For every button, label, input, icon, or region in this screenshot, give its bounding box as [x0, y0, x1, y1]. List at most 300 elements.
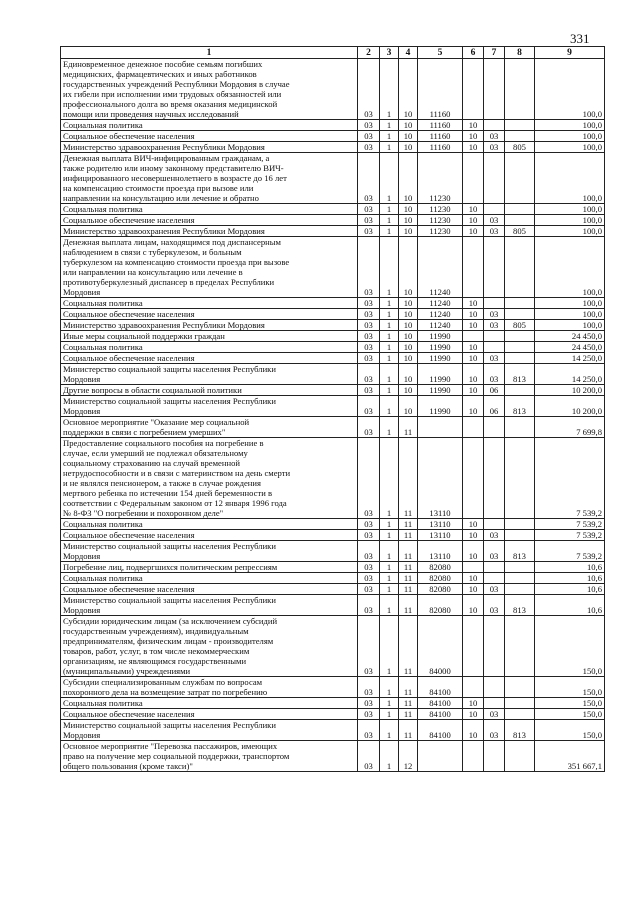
code-direction: 82080 [418, 573, 463, 584]
code-subsection [484, 616, 505, 677]
code-subsection: 03 [484, 364, 505, 385]
code-program: 03 [358, 131, 380, 142]
row-amount: 100,0 [535, 320, 605, 331]
code-subprogram: 1 [380, 530, 399, 541]
code-subprogram: 1 [380, 364, 399, 385]
code-section: 10 [463, 320, 484, 331]
row-amount: 7 699,8 [535, 417, 605, 438]
code-subprogram: 1 [380, 417, 399, 438]
code-subsection: 03 [484, 353, 505, 364]
code-subprogram: 1 [380, 720, 399, 741]
row-amount: 10,6 [535, 584, 605, 595]
code-ministry: 813 [505, 595, 535, 616]
row-amount: 10,6 [535, 562, 605, 573]
code-ministry [505, 153, 535, 204]
table-row [61, 298, 605, 309]
code-subprogram: 1 [380, 120, 399, 131]
row-name: Социальная политика [61, 698, 358, 709]
code-direction [418, 741, 463, 772]
code-event: 12 [399, 741, 418, 772]
code-event: 10 [399, 131, 418, 142]
column-header: 3 [380, 47, 399, 59]
row-name: Субсидии специализированным службам по вопросам похоронного дела на возмещение затрат по погребению [61, 677, 358, 698]
row-amount: 24 450,0 [535, 331, 605, 342]
row-name: Социальное обеспечение населения [61, 215, 358, 226]
code-program: 03 [358, 677, 380, 698]
code-event: 10 [399, 237, 418, 298]
code-event: 11 [399, 698, 418, 709]
column-header: 6 [463, 47, 484, 59]
code-ministry: 805 [505, 142, 535, 153]
code-direction [418, 417, 463, 438]
table-row [61, 309, 605, 320]
code-direction: 11240 [418, 309, 463, 320]
row-amount: 7 539,2 [535, 519, 605, 530]
code-program: 03 [358, 226, 380, 237]
code-program: 03 [358, 519, 380, 530]
code-subsection [484, 153, 505, 204]
code-section [463, 153, 484, 204]
code-section: 10 [463, 142, 484, 153]
table-row [61, 595, 605, 616]
table-row [61, 417, 605, 438]
row-name: Предоставление социального пособия на погребение в случае, если умерший не подлежал обязательному социальному страхованию на случай временной нетрудоспособности и в связи с материнством на день смерти и не являлся пенсионером, а также в случае рождения мертвого ребенка по истечении 154 дней беременности в соответствии с Федеральным законом от 12 января 1996 года № 8-ФЗ "О погребении и похоронном деле" [61, 438, 358, 519]
code-section: 10 [463, 709, 484, 720]
code-subprogram: 1 [380, 616, 399, 677]
code-program: 03 [358, 237, 380, 298]
code-section: 10 [463, 573, 484, 584]
code-section: 10 [463, 215, 484, 226]
code-section [463, 677, 484, 698]
code-subsection: 03 [484, 215, 505, 226]
code-ministry: 813 [505, 364, 535, 385]
row-name: Министерство здравоохранения Республики Мордовия [61, 226, 358, 237]
code-program: 03 [358, 562, 380, 573]
row-name: Единовременное денежное пособие семьям погибших медицинских, фармацевтических и иных работников государственных учреждений Республики Мордовия в случае их гибели при исполнении ими трудовых обязанностей или профессионального долга во время оказания медицинской помощи или проведения научных исследований [61, 59, 358, 120]
code-subsection [484, 438, 505, 519]
code-subprogram: 1 [380, 59, 399, 120]
code-direction: 84100 [418, 709, 463, 720]
code-program: 03 [358, 616, 380, 677]
code-subsection: 03 [484, 142, 505, 153]
code-program: 03 [358, 309, 380, 320]
row-name: Социальная политика [61, 519, 358, 530]
code-subprogram: 1 [380, 698, 399, 709]
code-section [463, 562, 484, 573]
table-row [61, 142, 605, 153]
code-program: 03 [358, 385, 380, 396]
code-ministry [505, 215, 535, 226]
table-row [61, 353, 605, 364]
code-subprogram: 1 [380, 677, 399, 698]
code-subprogram: 1 [380, 573, 399, 584]
table-row [61, 131, 605, 142]
code-subsection: 06 [484, 385, 505, 396]
row-name: Министерство социальной защиты населения Республики Мордовия [61, 541, 358, 562]
code-subsection [484, 562, 505, 573]
code-ministry [505, 709, 535, 720]
code-section: 10 [463, 698, 484, 709]
table-row [61, 562, 605, 573]
code-section [463, 331, 484, 342]
code-subprogram: 1 [380, 298, 399, 309]
code-section: 10 [463, 309, 484, 320]
code-ministry [505, 120, 535, 131]
code-ministry [505, 530, 535, 541]
code-program: 03 [358, 709, 380, 720]
code-subprogram: 1 [380, 131, 399, 142]
code-program: 03 [358, 353, 380, 364]
code-section: 10 [463, 342, 484, 353]
row-name: Социальная политика [61, 573, 358, 584]
column-header: 9 [535, 47, 605, 59]
row-amount: 7 539,2 [535, 438, 605, 519]
code-event: 11 [399, 438, 418, 519]
code-subprogram: 1 [380, 353, 399, 364]
row-amount: 10 200,0 [535, 396, 605, 417]
code-subprogram: 1 [380, 584, 399, 595]
code-subprogram: 1 [380, 741, 399, 772]
code-subsection [484, 698, 505, 709]
code-program: 03 [358, 331, 380, 342]
code-subsection [484, 237, 505, 298]
column-header: 4 [399, 47, 418, 59]
code-program: 03 [358, 741, 380, 772]
code-event: 10 [399, 215, 418, 226]
row-name: Министерство здравоохранения Республики Мордовия [61, 320, 358, 331]
code-direction: 11990 [418, 385, 463, 396]
code-ministry [505, 331, 535, 342]
row-name: Социальное обеспечение населения [61, 309, 358, 320]
row-amount: 100,0 [535, 204, 605, 215]
row-name: Министерство социальной защиты населения Республики Мордовия [61, 720, 358, 741]
code-direction: 11230 [418, 226, 463, 237]
row-amount: 100,0 [535, 59, 605, 120]
code-ministry [505, 417, 535, 438]
code-event: 10 [399, 298, 418, 309]
column-header: 1 [61, 47, 358, 59]
row-name: Социальное обеспечение населения [61, 709, 358, 720]
code-subsection [484, 573, 505, 584]
code-direction: 11160 [418, 120, 463, 131]
table-row [61, 396, 605, 417]
code-program: 03 [358, 698, 380, 709]
code-event: 10 [399, 331, 418, 342]
code-section: 10 [463, 541, 484, 562]
code-ministry [505, 519, 535, 530]
code-direction: 11240 [418, 298, 463, 309]
code-event: 10 [399, 342, 418, 353]
code-event: 11 [399, 616, 418, 677]
code-ministry [505, 204, 535, 215]
code-subprogram: 1 [380, 142, 399, 153]
table-row [61, 541, 605, 562]
code-ministry [505, 309, 535, 320]
page-number: 331 [570, 31, 590, 46]
row-amount: 150,0 [535, 616, 605, 677]
code-event: 10 [399, 59, 418, 120]
code-subsection [484, 120, 505, 131]
code-direction: 11230 [418, 204, 463, 215]
row-amount: 100,0 [535, 226, 605, 237]
row-name: Социальное обеспечение населения [61, 530, 358, 541]
code-direction: 13110 [418, 541, 463, 562]
table-row [61, 331, 605, 342]
code-ministry [505, 698, 535, 709]
row-amount: 100,0 [535, 237, 605, 298]
row-amount: 10 200,0 [535, 385, 605, 396]
row-amount: 100,0 [535, 142, 605, 153]
row-name: Социальная политика [61, 204, 358, 215]
row-name: Министерство социальной защиты населения Республики Мордовия [61, 396, 358, 417]
code-direction: 11160 [418, 59, 463, 120]
table-row [61, 616, 605, 677]
code-event: 11 [399, 573, 418, 584]
code-program: 03 [358, 417, 380, 438]
code-direction: 82080 [418, 584, 463, 595]
code-ministry: 813 [505, 396, 535, 417]
code-direction: 82080 [418, 595, 463, 616]
code-direction: 11990 [418, 396, 463, 417]
code-subsection: 03 [484, 309, 505, 320]
code-subprogram: 1 [380, 438, 399, 519]
code-subsection: 03 [484, 584, 505, 595]
code-ministry: 813 [505, 541, 535, 562]
table-row [61, 342, 605, 353]
row-name: Погребение лиц, подвергшихся политическим репрессиям [61, 562, 358, 573]
code-program: 03 [358, 541, 380, 562]
row-name: Министерство социальной защиты населения Республики Мордовия [61, 364, 358, 385]
code-program: 03 [358, 364, 380, 385]
code-program: 03 [358, 215, 380, 226]
row-amount: 24 450,0 [535, 342, 605, 353]
code-ministry [505, 616, 535, 677]
row-amount: 7 539,2 [535, 541, 605, 562]
code-program: 03 [358, 342, 380, 353]
row-amount: 10,6 [535, 573, 605, 584]
table-row [61, 519, 605, 530]
code-program: 03 [358, 120, 380, 131]
table-header-row [61, 47, 605, 59]
table-row [61, 438, 605, 519]
code-event: 10 [399, 385, 418, 396]
code-section: 10 [463, 204, 484, 215]
column-header: 8 [505, 47, 535, 59]
row-name: Другие вопросы в области социальной политики [61, 385, 358, 396]
row-name: Денежная выплата лицам, находящимся под диспансерным наблюдением в связи с туберкулезом, и больным туберкулезом на компенсацию стоимости проезда при вызове или направлении на консультацию или лечение в противотуберкулезный диспансер в пределах Республики Мордовия [61, 237, 358, 298]
code-section: 10 [463, 595, 484, 616]
code-ministry [505, 353, 535, 364]
code-ministry [505, 385, 535, 396]
code-ministry [505, 573, 535, 584]
code-direction: 11990 [418, 364, 463, 385]
code-direction: 11230 [418, 215, 463, 226]
code-ministry [505, 741, 535, 772]
code-program: 03 [358, 720, 380, 741]
code-ministry [505, 438, 535, 519]
code-subprogram: 1 [380, 709, 399, 720]
row-name: Социальная политика [61, 342, 358, 353]
row-name: Субсидии юридическим лицам (за исключением субсидий государственным учреждениям), индивидуальным предпринимателям, физическим лицам - производителям товаров, работ, услуг, в том числе некоммерческим организациям, не являющимся государственными (муниципальными) учреждениями [61, 616, 358, 677]
row-name: Социальное обеспечение населения [61, 353, 358, 364]
code-subsection: 03 [484, 131, 505, 142]
code-subsection [484, 298, 505, 309]
code-ministry [505, 562, 535, 573]
table-row [61, 573, 605, 584]
code-subprogram: 1 [380, 331, 399, 342]
code-subprogram: 1 [380, 562, 399, 573]
code-program: 03 [358, 298, 380, 309]
code-ministry [505, 298, 535, 309]
code-section: 10 [463, 519, 484, 530]
code-section [463, 237, 484, 298]
code-subsection: 03 [484, 541, 505, 562]
code-direction: 84100 [418, 720, 463, 741]
code-event: 10 [399, 309, 418, 320]
row-amount: 10,6 [535, 595, 605, 616]
code-section: 10 [463, 226, 484, 237]
code-subsection [484, 204, 505, 215]
table-row [61, 237, 605, 298]
code-direction: 11240 [418, 237, 463, 298]
code-event: 10 [399, 226, 418, 237]
code-subprogram: 1 [380, 309, 399, 320]
code-section: 10 [463, 530, 484, 541]
code-direction: 11240 [418, 320, 463, 331]
code-subprogram: 1 [380, 519, 399, 530]
code-subprogram: 1 [380, 385, 399, 396]
code-program: 03 [358, 584, 380, 595]
code-subprogram: 1 [380, 541, 399, 562]
code-subsection: 03 [484, 530, 505, 541]
row-name: Социальная политика [61, 120, 358, 131]
table-row [61, 226, 605, 237]
row-amount: 7 539,2 [535, 530, 605, 541]
code-section: 10 [463, 120, 484, 131]
row-amount: 150,0 [535, 677, 605, 698]
code-section: 10 [463, 396, 484, 417]
code-program: 03 [358, 595, 380, 616]
row-name: Основное мероприятие "Оказание мер социальной поддержки в связи с погребением умерших" [61, 417, 358, 438]
code-direction: 82080 [418, 562, 463, 573]
code-section: 10 [463, 131, 484, 142]
row-amount: 100,0 [535, 215, 605, 226]
code-event: 10 [399, 142, 418, 153]
code-ministry: 813 [505, 720, 535, 741]
code-direction: 13110 [418, 530, 463, 541]
code-program: 03 [358, 142, 380, 153]
code-ministry [505, 131, 535, 142]
code-section [463, 616, 484, 677]
code-section: 10 [463, 385, 484, 396]
table-row [61, 709, 605, 720]
code-direction: 84100 [418, 677, 463, 698]
table-row [61, 741, 605, 772]
code-subsection [484, 342, 505, 353]
code-section [463, 417, 484, 438]
code-subsection [484, 59, 505, 120]
code-event: 11 [399, 530, 418, 541]
row-name: Социальное обеспечение населения [61, 131, 358, 142]
code-direction: 11990 [418, 353, 463, 364]
code-subprogram: 1 [380, 342, 399, 353]
row-name: Социальное обеспечение населения [61, 584, 358, 595]
row-name: Основное мероприятие "Перевозка пассажиров, имеющих право на получение мер социальной поддержки, транспортом общего пользования (кроме такси)" [61, 741, 358, 772]
table-row [61, 720, 605, 741]
code-ministry: 805 [505, 320, 535, 331]
table-row [61, 320, 605, 331]
table-row [61, 584, 605, 595]
table-row [61, 385, 605, 396]
code-program: 03 [358, 59, 380, 120]
code-event: 11 [399, 519, 418, 530]
code-subprogram: 1 [380, 595, 399, 616]
row-amount: 150,0 [535, 709, 605, 720]
code-direction: 84000 [418, 616, 463, 677]
code-event: 11 [399, 720, 418, 741]
code-subsection [484, 417, 505, 438]
row-amount: 351 667,1 [535, 741, 605, 772]
code-subsection: 03 [484, 720, 505, 741]
code-subsection [484, 331, 505, 342]
table-row [61, 677, 605, 698]
column-header: 5 [418, 47, 463, 59]
row-name: Денежная выплата ВИЧ-инфицированным гражданам, а также родителю или иному законному представителю ВИЧ- инфицированного несовершеннолетнего в возрасте до 16 лет на компенсацию стоимости проезда при вызове или направлении на консультацию или лечение и обратно [61, 153, 358, 204]
code-section: 10 [463, 584, 484, 595]
code-ministry [505, 584, 535, 595]
code-program: 03 [358, 438, 380, 519]
row-amount: 100,0 [535, 309, 605, 320]
code-ministry [505, 677, 535, 698]
code-section: 10 [463, 720, 484, 741]
code-event: 11 [399, 677, 418, 698]
row-amount: 150,0 [535, 698, 605, 709]
code-direction: 11160 [418, 142, 463, 153]
code-event: 10 [399, 353, 418, 364]
code-direction: 11160 [418, 131, 463, 142]
code-subprogram: 1 [380, 204, 399, 215]
row-name: Социальная политика [61, 298, 358, 309]
code-subsection [484, 519, 505, 530]
code-program: 03 [358, 530, 380, 541]
row-amount: 100,0 [535, 153, 605, 204]
code-event: 10 [399, 204, 418, 215]
code-event: 11 [399, 584, 418, 595]
code-direction: 84100 [418, 698, 463, 709]
code-direction: 13110 [418, 438, 463, 519]
row-amount: 100,0 [535, 298, 605, 309]
column-header: 7 [484, 47, 505, 59]
row-name: Министерство здравоохранения Республики Мордовия [61, 142, 358, 153]
code-section: 10 [463, 364, 484, 385]
code-event: 11 [399, 709, 418, 720]
row-name: Иные меры социальной поддержки граждан [61, 331, 358, 342]
row-amount: 100,0 [535, 120, 605, 131]
code-ministry [505, 59, 535, 120]
row-amount: 150,0 [535, 720, 605, 741]
table-row [61, 215, 605, 226]
column-header: 2 [358, 47, 380, 59]
code-subprogram: 1 [380, 237, 399, 298]
table-row [61, 698, 605, 709]
code-subprogram: 1 [380, 320, 399, 331]
code-subprogram: 1 [380, 153, 399, 204]
code-event: 10 [399, 396, 418, 417]
code-subsection: 03 [484, 320, 505, 331]
code-program: 03 [358, 320, 380, 331]
code-subsection: 03 [484, 226, 505, 237]
row-name: Министерство социальной защиты населения Республики Мордовия [61, 595, 358, 616]
